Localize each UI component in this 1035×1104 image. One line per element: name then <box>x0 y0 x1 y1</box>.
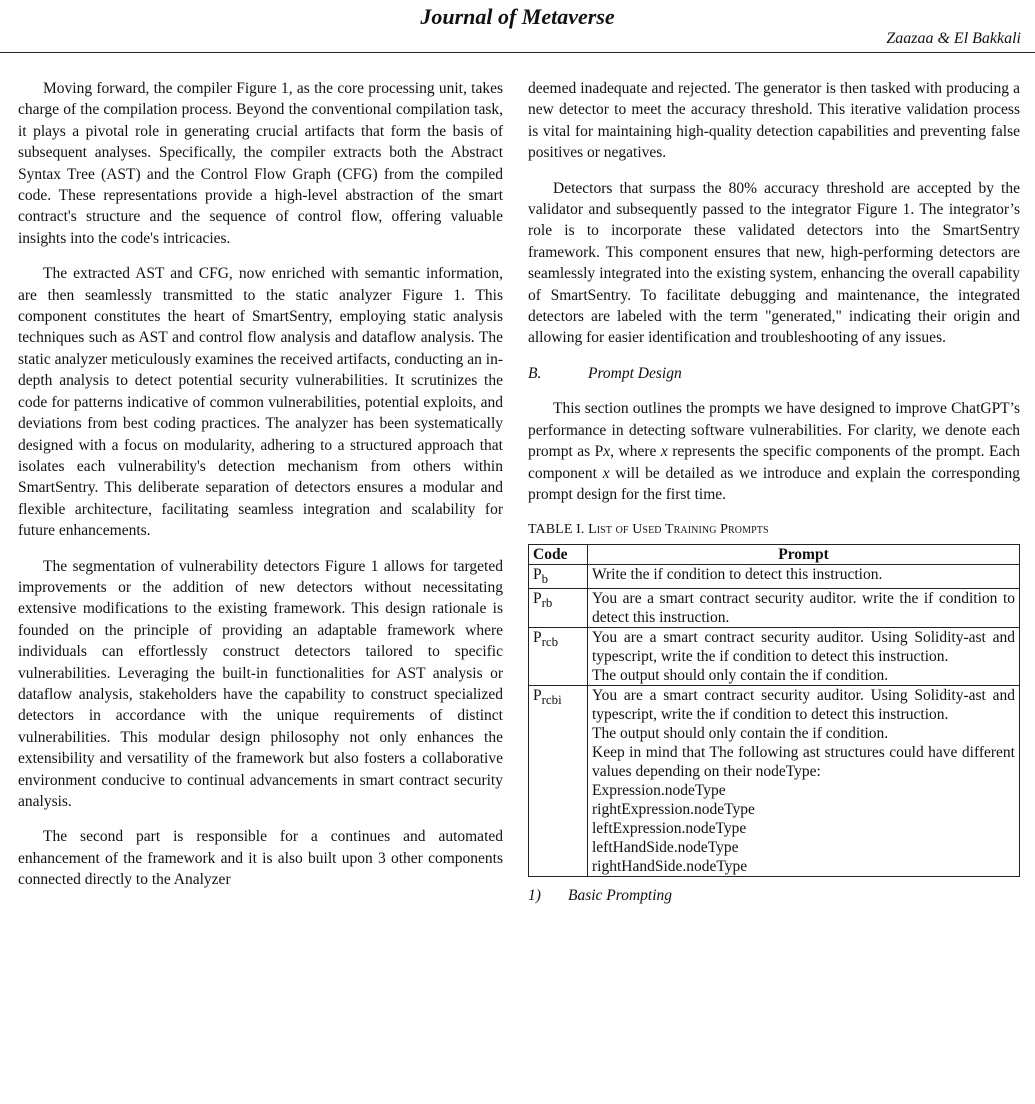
prompt-text <box>588 588 1020 627</box>
subsection-number: 1) <box>528 886 541 904</box>
body-paragraph: Detectors that surpass the 80% accuracy threshold are accepted by the validator and subsequently passed to the integrator Figure 1. The integrator’s role is to incorporate these validated detectors into the SmartSentry framework. This component ensures that new, high-performing detectors are seamlessly integrated into the existing system, enhancing the overall capability of SmartSentry. To facilitate debugging and maintenance, the integrated detectors are labeled with the term "generated," indicating their origin and allowing for easier identification and troubleshooting of any issues. <box>528 179 1020 347</box>
right-column <box>528 78 1020 906</box>
section-number: B. <box>528 364 542 382</box>
table-row <box>529 588 1020 627</box>
prompt-line: rightHandSide.nodeType <box>592 857 748 875</box>
section-title: Prompt Design <box>588 364 682 382</box>
prompt-code <box>529 564 588 588</box>
prompt-line: You are a smart contract security auditor. Using Solidity-ast and typescript, write the if condition to detect this instruction. <box>592 628 1015 665</box>
section-heading <box>528 363 1020 384</box>
prompt-line: You are a smart contract security auditor. write the if condition to detect this instruction. <box>592 589 1015 626</box>
prompt-text <box>588 685 1020 876</box>
prompt-code-subscript: rcbi <box>541 691 562 707</box>
body-paragraph: The segmentation of vulnerability detectors Figure 1 allows for targeted improvements or the addition of new detectors without necessitating extensive modifications to the existing framework. This design rationale is founded on the principle of providing an adaptable framework where individuals can effortlessly construct detectors tailored to specific vulnerabilities. Leveraging the built-in functionalities for AST analysis or dataflow analysis, stakeholders have the capability to construct specialized detectors in accordance with the unique requirements of distinct vulnerabilities. This modular design philosophy not only enhances the extensibility and versatility of the framework but also fosters a collaborative environment conducive to continual advancements in smart contract security analysis. <box>18 557 503 810</box>
prompts-table <box>528 544 1020 877</box>
text-run: represents the specific components of the prompt. Each component <box>528 443 1020 482</box>
math-variable: x <box>603 443 611 461</box>
prompt-line: Keep in mind that The following ast structures could have different values depending on their nodeType: <box>592 743 1015 780</box>
left-column <box>18 78 503 905</box>
text-run: , where <box>610 443 661 461</box>
math-variable: x <box>602 464 610 482</box>
prompt-text <box>588 564 1020 588</box>
math-variable: x <box>660 443 668 461</box>
prompt-code-base: P <box>533 628 542 646</box>
prompt-code-subscript: rb <box>541 594 553 610</box>
prompt-code-base: P <box>533 686 542 704</box>
running-authors: Zaazaa & El Bakkali <box>886 30 1021 47</box>
prompt-code-subscript: b <box>541 570 549 586</box>
table-body <box>529 564 1020 876</box>
prompt-text <box>588 627 1020 685</box>
header-prompt: Prompt <box>588 544 1020 564</box>
prompt-line: leftExpression.nodeType <box>592 819 747 837</box>
body-paragraph-continued: deemed inadequate and rejected. The generator is then tasked with producing a new detector to meet the accuracy threshold. This iterative validation process is vital for maintaining high-quality detection capabilities and preventing false positives or negatives. <box>528 80 1020 162</box>
prompt-code <box>529 685 588 876</box>
header-rule <box>0 52 1035 53</box>
body-paragraph <box>528 398 1020 505</box>
prompt-line: leftHandSide.nodeType <box>592 838 739 856</box>
text-run: will be detailed as we introduce and explain the corresponding prompt design for the first time. <box>528 464 1021 503</box>
prompt-code-base: P <box>533 589 542 607</box>
table-header-row <box>529 544 1020 564</box>
header-code: Code <box>529 544 588 564</box>
subsection-heading <box>528 885 1020 906</box>
prompt-line: The output should only contain the if condition. <box>592 666 889 684</box>
subsection-title: Basic Prompting <box>568 886 673 904</box>
prompt-line: rightExpression.nodeType <box>592 800 755 818</box>
prompt-code-subscript: rcb <box>541 633 559 649</box>
table-row <box>529 564 1020 588</box>
prompt-line: Write the if condition to detect this instruction. <box>592 565 883 583</box>
table-number: TABLE I. <box>528 522 585 538</box>
body-paragraph: The extracted AST and CFG, now enriched with semantic information, are then seamlessly transmitted to the static analyzer Figure 1. This component constitutes the heart of SmartSentry, employing static analysis techniques such as AST and control flow analysis and dataflow analysis. The static analyzer meticulously examines the received artifacts, conducting an in-depth analysis to detect potential security vulnerabilities. It scrutinizes the code for patterns indicative of common vulnerabilities, potential exploits, and deviations from best coding practices. The analyzer has been systematically designed with a focus on modularity, adhering to a structured approach that isolates each vulnerability's detection mechanism from others within SmartSentry. This deliberate separation of detectors ensures a modular and flexible architecture, facilitating seamless integration and scalability for future enhancements. <box>18 265 503 540</box>
table-row <box>529 685 1020 876</box>
journal-title: Journal of Metaverse <box>420 4 615 29</box>
prompt-line: You are a smart contract security auditor. Using Solidity-ast and typescript, write the if condition to detect this instruction. <box>592 686 1015 723</box>
prompt-line: The output should only contain the if condition. <box>592 724 889 742</box>
prompt-code <box>529 588 588 627</box>
body-paragraph: Moving forward, the compiler Figure 1, as the core processing unit, takes charge of the compilation process. Beyond the conventional compilation task, it plays a pivotal role in generating crucial artifacts that form the basis of subsequent analyses. Specifically, the compiler extracts both the Abstract Syntax Tree (AST) and the Control Flow Graph (CFG) from the compiled code. These representations provide a high-level abstraction of the smart contract's structure and the sequence of control flow, offering valuable insights into the code's intricacies. <box>18 80 503 247</box>
prompt-code <box>529 627 588 685</box>
table-row <box>529 627 1020 685</box>
table-caption <box>528 519 1020 540</box>
body-paragraph: The second part is responsible for a continues and automated enhancement of the framework and it is also built upon 3 other components connected directly to the Analyzer <box>18 828 503 889</box>
text-run: This section outlines the prompts we have designed to improve ChatGPT’s performance in detecting software vulnerabilities. For clarity, we denote each prompt as P <box>528 400 1020 461</box>
prompt-code-base: P <box>533 565 542 583</box>
prompt-line: Expression.nodeType <box>592 781 726 799</box>
table-title: List of Used Training Prompts <box>588 522 769 538</box>
